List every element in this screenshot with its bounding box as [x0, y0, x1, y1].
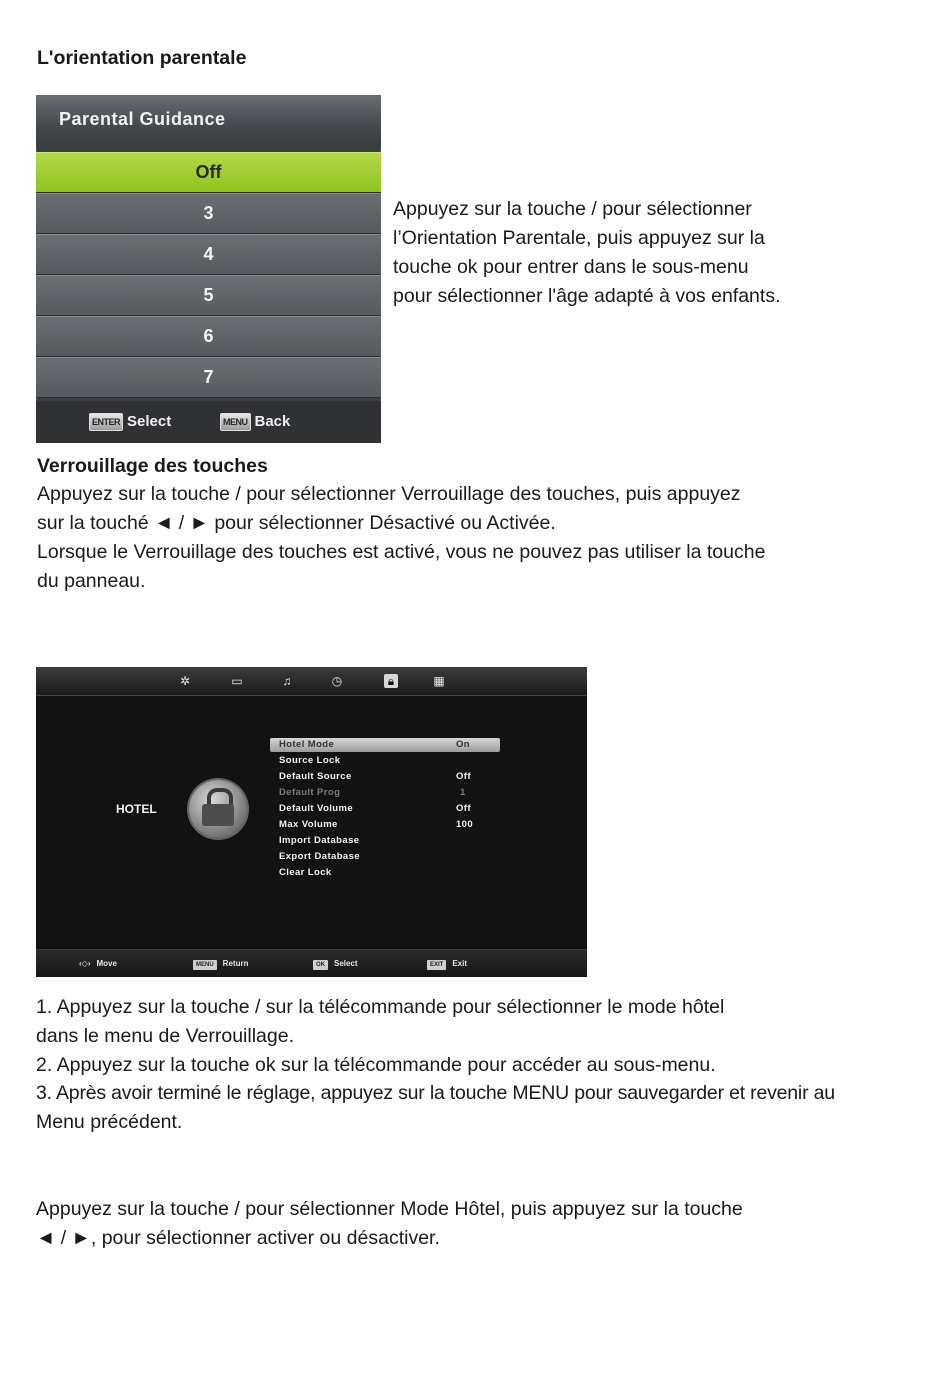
- menu-item-label: Default Volume: [279, 803, 354, 814]
- menu-item-max-volume[interactable]: [270, 818, 500, 832]
- paragraph-line: l’Orientation Parentale, puis appuyez sur la: [393, 227, 765, 249]
- menu-item-label: Export Database: [279, 851, 360, 862]
- exit-label: Exit: [452, 959, 468, 968]
- menu-item-value: On: [456, 739, 470, 750]
- option-4[interactable]: 4: [36, 234, 381, 275]
- enter-key-icon: ENTER: [89, 413, 123, 431]
- paragraph-line: sur la touché ◄ / ► pour sélectionner Désactivé ou Activée.: [37, 512, 556, 534]
- panel-title-text: Parental Guidance: [59, 109, 226, 129]
- music-icon[interactable]: ♫: [282, 674, 292, 688]
- menu-item-default-prog: [270, 786, 500, 800]
- monitor-icon[interactable]: ▭: [231, 674, 243, 688]
- menu-item-value: Off: [456, 803, 471, 814]
- paragraph-line: Menu précédent.: [36, 1111, 183, 1133]
- paragraph-line: Appuyez sur la touche / pour sélectionner Mode Hôtel, puis appuyez sur la touche: [36, 1198, 743, 1220]
- return-label: Return: [222, 959, 249, 968]
- lock-icon[interactable]: 🔒︎: [384, 674, 398, 688]
- parental-guidance-panel: [36, 95, 381, 443]
- menu-item-hotel-mode[interactable]: [270, 738, 500, 752]
- paragraph-line: pour sélectionner l'âge adapté à vos enfants.: [393, 285, 781, 307]
- menu-item-export-database[interactable]: [270, 850, 500, 864]
- move-hint: [79, 959, 117, 969]
- select-hint: [89, 413, 171, 431]
- option-5[interactable]: 5: [36, 275, 381, 316]
- panel-footer: [36, 401, 381, 443]
- select-label: Select: [127, 413, 172, 430]
- menu-item-import-database[interactable]: [270, 834, 500, 848]
- option-6[interactable]: 6: [36, 316, 381, 357]
- paragraph-line: Appuyez sur la touche / pour sélectionner: [393, 198, 752, 220]
- menu-item-clear-lock[interactable]: [270, 866, 500, 880]
- clock-icon[interactable]: ◷: [331, 674, 343, 688]
- paragraph-line: 3. Après avoir terminé le réglage, appuyez sur la touche MENU pour sauvegarder et revenir au: [36, 1082, 835, 1104]
- menu-tab-bar: [36, 667, 587, 696]
- menu-item-label: Default Source: [279, 771, 352, 782]
- option-3[interactable]: 3: [36, 193, 381, 234]
- select-label: Select: [334, 959, 358, 968]
- paragraph-line: touche ok pour entrer dans le sous-menu: [393, 256, 749, 278]
- section-heading-parental: L'orientation parentale: [37, 47, 247, 69]
- grid-icon[interactable]: ▦: [433, 674, 445, 688]
- menu-key-icon: MENU: [220, 413, 251, 431]
- paragraph-line: du panneau.: [37, 570, 146, 592]
- move-label: Move: [96, 959, 117, 968]
- menu-item-label: Hotel Mode: [279, 739, 335, 750]
- paragraph-line: dans le menu de Verrouillage.: [36, 1025, 295, 1047]
- move-arrows-icon: ‹◇›: [79, 959, 91, 968]
- exit-key-icon: EXIT: [427, 960, 446, 970]
- menu-item-label: Max Volume: [279, 819, 338, 830]
- select-hint: [313, 959, 358, 970]
- paragraph-line: 2. Appuyez sur la touche ok sur la télécommande pour accéder au sous-menu.: [36, 1054, 716, 1076]
- picture-icon[interactable]: ✲: [179, 674, 191, 688]
- menu-key-icon: MENU: [193, 960, 217, 970]
- back-label: Back: [254, 413, 291, 430]
- hotel-menu-panel: [36, 667, 587, 977]
- option-7[interactable]: 7: [36, 357, 381, 398]
- paragraph-line: Lorsque le Verrouillage des touches est activé, vous ne pouvez pas utiliser la touche: [37, 541, 766, 563]
- back-hint: [220, 413, 290, 431]
- menu-item-default-volume[interactable]: [270, 802, 500, 816]
- menu-item-value: 1: [460, 787, 466, 798]
- padlock-icon: [189, 780, 247, 838]
- paragraph-line: Appuyez sur la touche / pour sélectionner Verrouillage des touches, puis appuyez: [37, 483, 741, 505]
- panel-title: [36, 95, 381, 147]
- menu-item-value: 100: [456, 819, 474, 830]
- hotel-side-label: HOTEL: [116, 802, 157, 816]
- hotel-footer: [36, 949, 587, 977]
- exit-hint: [427, 959, 467, 970]
- option-off[interactable]: Off: [36, 152, 381, 193]
- menu-item-value: Off: [456, 771, 471, 782]
- return-hint: [193, 959, 248, 970]
- menu-item-label: Source Lock: [279, 755, 341, 766]
- menu-item-source-lock[interactable]: [270, 754, 500, 768]
- paragraph-line: ◄ / ►, pour sélectionner activer ou désactiver.: [36, 1227, 440, 1249]
- menu-item-label: Import Database: [279, 835, 360, 846]
- section-heading-key-lock: Verrouillage des touches: [37, 455, 268, 477]
- ok-key-icon: OK: [313, 960, 328, 970]
- menu-item-label: Default Prog: [279, 787, 341, 798]
- paragraph-line: 1. Appuyez sur la touche / sur la télécommande pour sélectionner le mode hôtel: [36, 996, 725, 1018]
- menu-item-label: Clear Lock: [279, 867, 332, 878]
- menu-item-default-source[interactable]: [270, 770, 500, 784]
